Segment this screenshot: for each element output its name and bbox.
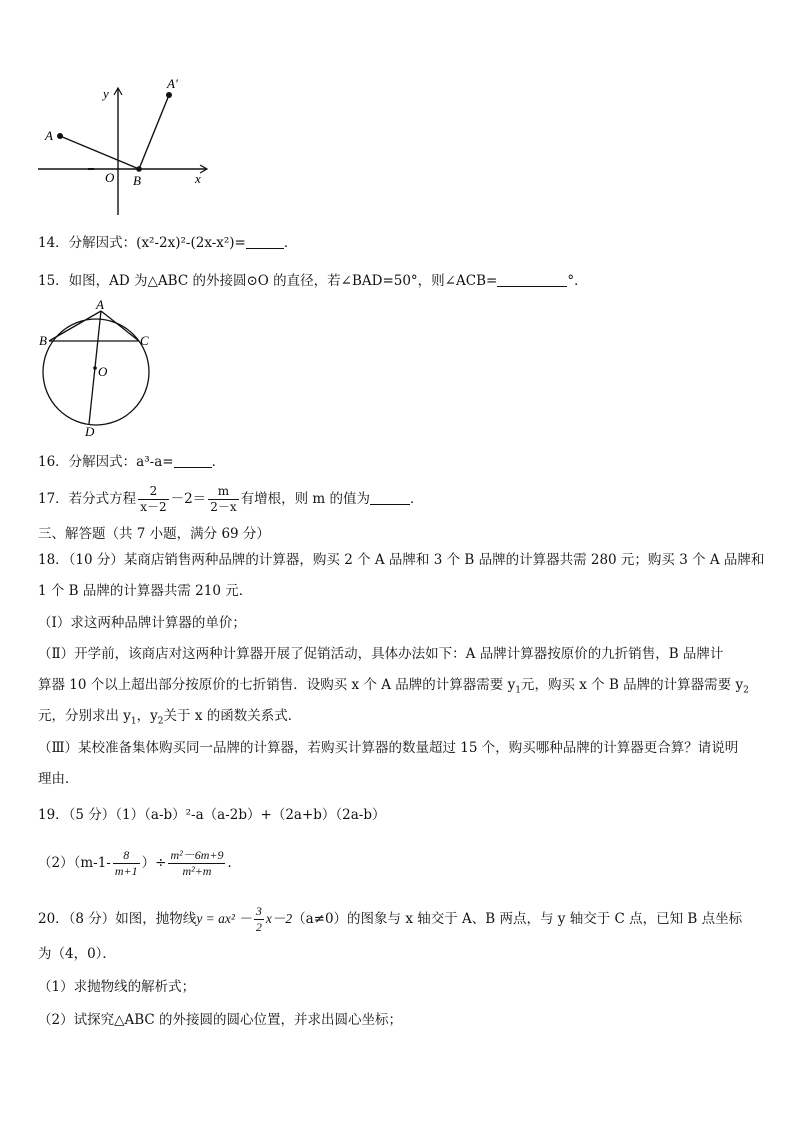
question-16 xyxy=(38,453,225,471)
q17-pre: 17．若分式方程 xyxy=(38,491,137,507)
segment-AB xyxy=(60,136,139,169)
circle-figure xyxy=(36,298,161,438)
point-A xyxy=(57,133,63,139)
q18-part-1: （Ⅰ）求这两种品牌计算器的单价； xyxy=(38,615,246,631)
label-B: B xyxy=(133,173,141,188)
q20-part-2: （2）试探究△ABC 的外接圆的圆心位置，并求出圆心坐标； xyxy=(38,1012,403,1028)
chord-AB xyxy=(49,311,101,341)
q19-fraction-2: $\frac{\text{m²－6m+9}}{\text{m²+m}}$ xyxy=(170,848,224,878)
q16-text: 16．分解因式：a³-a= xyxy=(38,454,174,470)
point-O xyxy=(93,366,97,370)
q17-answer-blank[interactable] xyxy=(370,504,410,505)
q16-end: ． xyxy=(211,454,226,470)
q19-part-2: （2）（m-1- $\frac{8}{m+1}$ ）÷ $\frac{\text{m²－6m+9}}{\text{m²+m}}$ ． xyxy=(38,848,241,878)
question-14 xyxy=(38,234,297,252)
q15-end: °． xyxy=(567,273,588,289)
q18-part-3-line-1: （Ⅲ）某校准备集体购买同一品牌的计算器，若购买计算器的数量超过 15 个，购买哪种品牌的计算器更合算？请说明 xyxy=(38,740,739,756)
q14-text: 14．分解因式：(x²-2x)²-(2x-x²)= xyxy=(38,235,246,251)
coordinate-figure xyxy=(30,70,220,220)
q20-part-1: （1）求抛物线的解析式； xyxy=(38,979,196,995)
q15-answer-blank[interactable] xyxy=(497,286,567,287)
section-3-heading: 三、解答题（共 7 小题，满分 69 分） xyxy=(38,526,270,542)
label-y: y xyxy=(103,86,109,101)
label-C: C xyxy=(140,333,149,348)
chord-AC xyxy=(101,311,139,341)
q20-equation-part-2: x－2 xyxy=(265,911,293,926)
q20-equation-part-1: y = ax² － xyxy=(196,911,252,926)
q16-answer-blank[interactable] xyxy=(174,467,212,468)
q18-part-2-line-3: 元，分别求出 $y_1$，$y_2$关于 x 的函数关系式． xyxy=(38,708,302,727)
q17-fraction-1: $\frac{2}{x-2}$ xyxy=(140,484,167,514)
q20-line-1: 20．（8 分）如图，抛物线y = ax² － $\frac{3}{2}$ x－2（a≠0）的图象与 x 轴交于 A、B 两点，与 y 轴交于 C 点，已知 B 点坐标 xyxy=(38,904,743,934)
segment-BA-prime xyxy=(139,95,169,169)
q20-line-2: 为（4，0）． xyxy=(38,946,116,962)
q14-end: ． xyxy=(283,235,298,251)
q17-mid: －2＝ xyxy=(170,491,207,507)
q17-post: 有增根，则 m 的值为 xyxy=(240,491,370,507)
q15-text: 15．如图，AD 为△ABC 的外接圆⊙O 的直径，若∠BAD=50°，则∠ACB= xyxy=(38,273,498,289)
q18-part-3-line-2: 理由． xyxy=(38,771,79,787)
label-A: A xyxy=(96,298,104,312)
q17-fraction-2: $\frac{m}{2-x}$ xyxy=(210,484,237,514)
q18-part-2-line-2: 算器 10 个以上超出部分按原价的七折销售．设购买 x 个 A 品牌的计算器需要 $y_1$元，购买 x 个 B 品牌的计算器需要 $y_2$ xyxy=(38,677,749,696)
q18-line-1: 18．（10 分）某商店销售两种品牌的计算器，购买 2 个 A 品牌和 3 个 B 品牌的计算器共需 280 元；购买 3 个 A 品牌和 xyxy=(38,552,765,568)
label-x: x xyxy=(195,171,201,186)
q19-line-1: 19．（5 分）（1）（a-b）²-a（a-2b）+（2a+b）（2a-b） xyxy=(38,807,386,823)
label-O: O xyxy=(105,170,115,185)
label-A-prime: A′ xyxy=(167,76,178,91)
question-17 xyxy=(38,484,423,515)
label-B: B xyxy=(39,333,47,348)
q14-answer-blank[interactable] xyxy=(246,248,284,249)
q18-part-2-line-1: （Ⅱ）开学前，该商店对这两种计算器开展了促销活动，具体办法如下：A 品牌计算器按原价的九折销售，B 品牌计 xyxy=(38,646,724,662)
point-B xyxy=(136,166,142,172)
label-D: D xyxy=(85,424,95,438)
question-15 xyxy=(38,272,588,290)
point-A-prime xyxy=(166,92,172,98)
q20-fraction: $\frac{3}{2}$ xyxy=(255,904,262,934)
label-A: A xyxy=(45,128,53,143)
q19-fraction-1: $\frac{8}{m+1}$ xyxy=(114,848,138,878)
q18-line-2: 1 个 B 品牌的计算器共需 210 元． xyxy=(38,583,253,599)
q17-end: ． xyxy=(409,491,424,507)
label-O: O xyxy=(98,364,108,379)
